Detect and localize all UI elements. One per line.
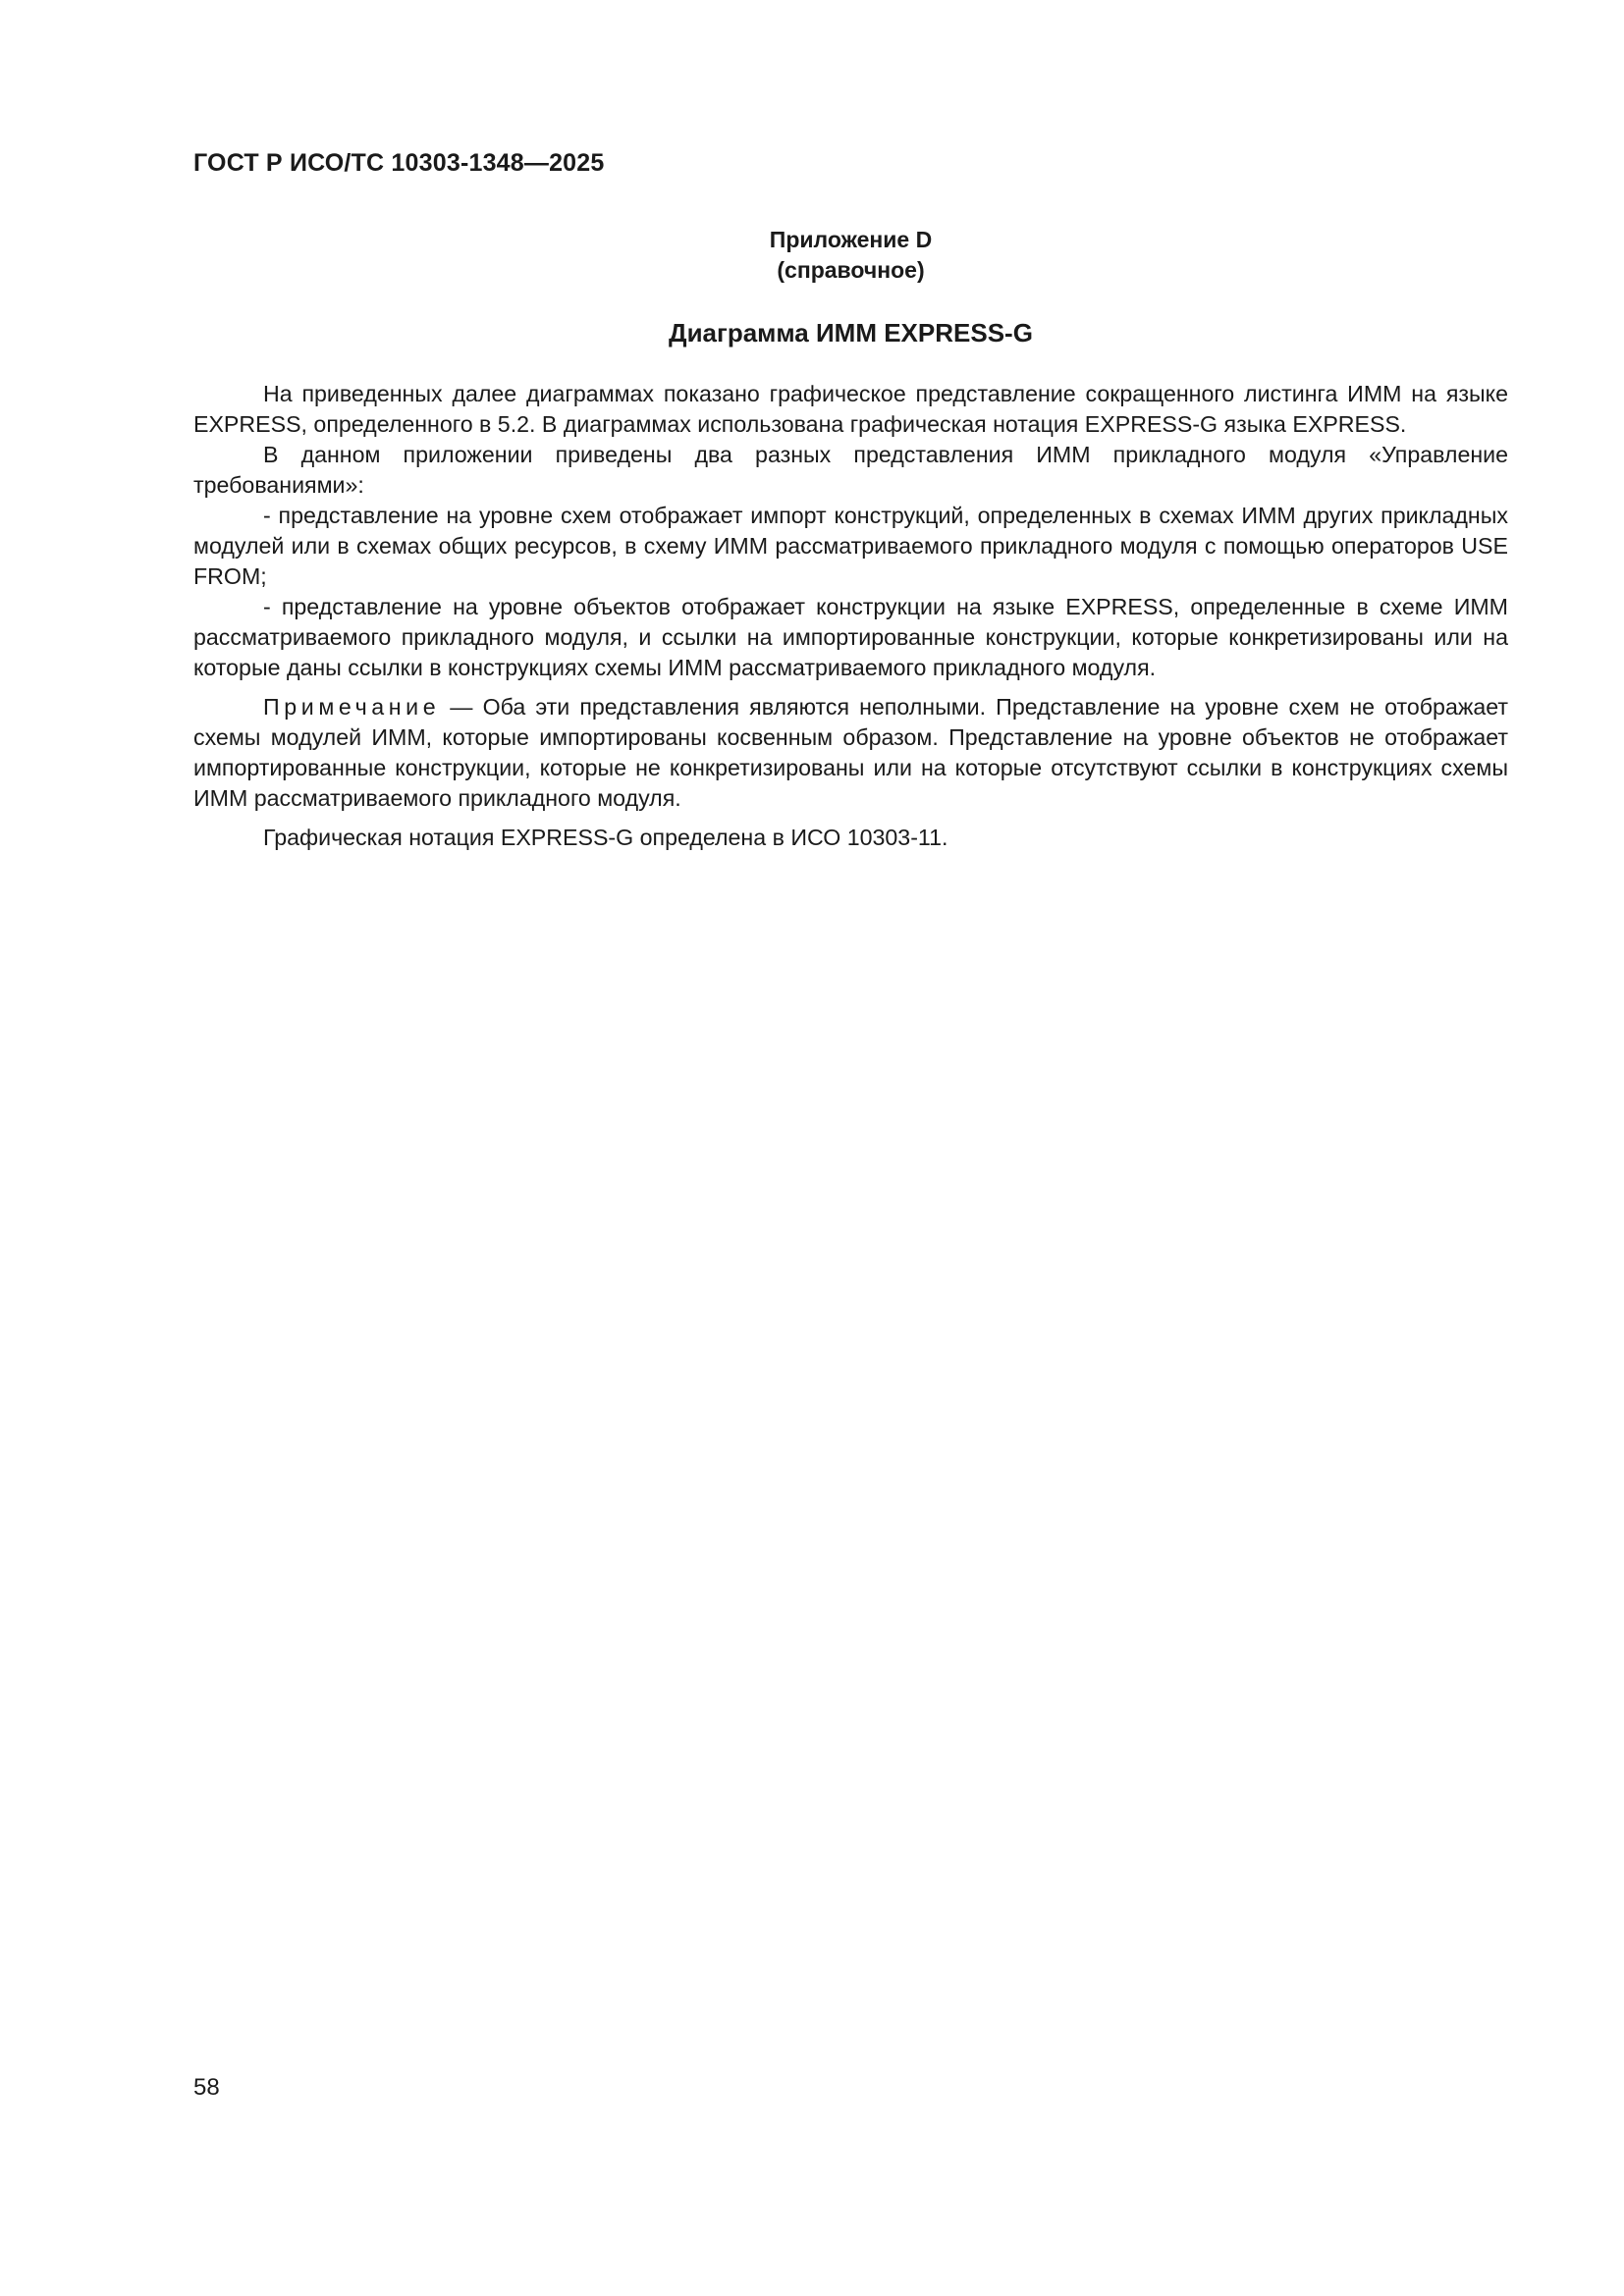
note-paragraph [193, 692, 1508, 814]
paragraph-intro: На приведенных далее диаграммах показано графическое представление сокращенного листинга ИММ на языке EXPRESS, определенного в 5.2. В диаграммах использована графическая нотация EXPRESS-G языка EXPRESS. [193, 381, 1508, 437]
annex-body [193, 379, 1508, 853]
annex-title: Диаграмма ИММ EXPRESS-G [669, 318, 1033, 347]
paragraph-notation-reference: Графическая нотация EXPRESS-G определена в ИСО 10303-11. [263, 825, 948, 850]
paragraph-representations: В данном приложении приведены два разных представления ИММ прикладного модуля «Управление требованиями»: [193, 442, 1508, 498]
paragraph-schema-level: - представление на уровне схем отображает импорт конструкций, определенных в схемах ИММ других прикладных модулей или в схемах общих ресурсов, в схему ИММ рассматриваемого прикладного модуля с помощью операторов USE FROM; [193, 503, 1508, 589]
paragraph-entity-level: - представление на уровне объектов отображает конструкции на языке EXPRESS, определенные в схеме ИММ рассматриваемого прикладного модуля, и ссылки на импортированные конструкции, которые конкретизированы или на которые даны ссылки в конструкциях схемы ИММ рассматриваемого прикладного модуля. [193, 594, 1508, 680]
annex-status: (справочное) [777, 257, 925, 283]
note-text: — Оба эти представления являются неполными. Представление на уровне схем не отображает схемы модулей ИММ, которые импортированы косвенным образом. Представление на уровне объектов не отображает импортированные конструкции, которые не конкретизированы или на которые отсутствуют ссылки в конструкциях схемы ИММ рассматриваемого прикладного модуля. [193, 694, 1508, 811]
document-code-header: ГОСТ Р ИСО/ТС 10303-1348—2025 [193, 149, 605, 177]
annex-heading [193, 225, 1508, 286]
page-number: 58 [193, 2074, 220, 2101]
annex-label: Приложение D [769, 227, 933, 252]
note-label: Примечание [263, 694, 441, 720]
